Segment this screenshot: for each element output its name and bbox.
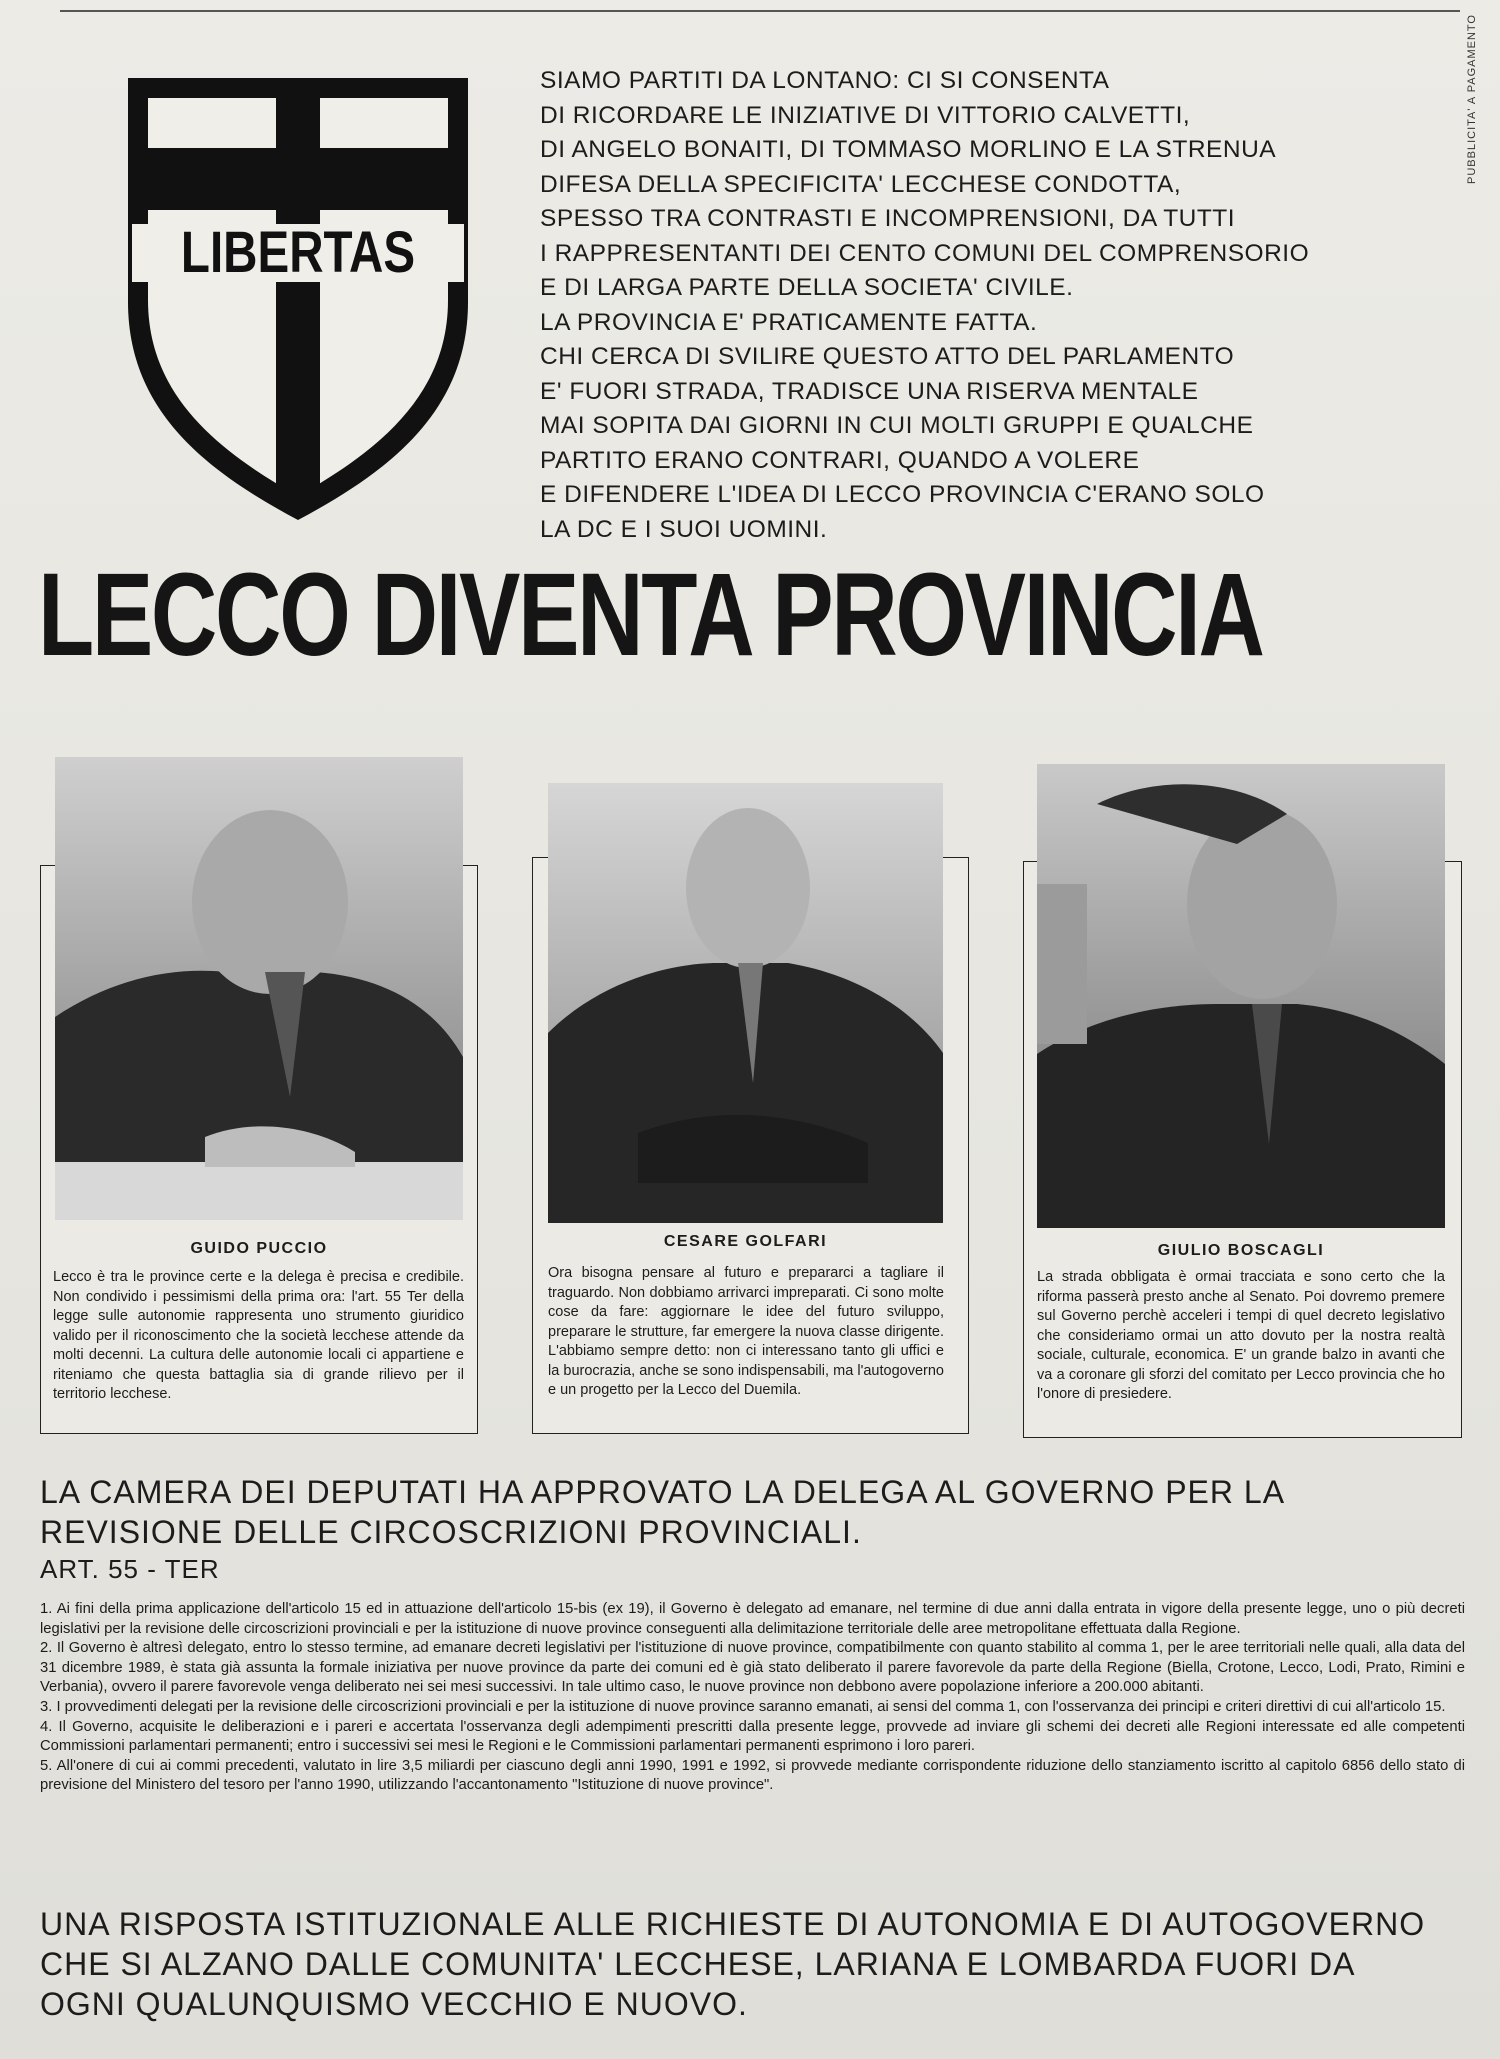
person-quote-boscagli: La strada obbligata è ormai tracciata e sono certo che la riforma passerà presto anche al Senato. Poi dovremo premere sul Governo perchè acceleri i tempi di quel decreto legislativo che consideriamo ormai un atto dovuto per la nostra realtà sociale, culturale, economica. E' un grande balzo in avanti che va a coronare gli sforzi del comitato per Lecco provincia che ho l'onore di presiedere. [1037,1269,1445,1402]
approval-subhead [40,1472,1470,1552]
intro-line: E' FUORI STRADA, TRADISCE UNA RISERVA MENTALE [540,377,1199,405]
intro-line: PARTITO ERANO CONTRARI, QUANDO A VOLERE [540,446,1140,474]
intro-line: LA DC E I SUOI UOMINI. [540,515,828,543]
article-title: ART. 55 - TER [40,1554,220,1584]
intro-line: DI ANGELO BONAITI, DI TOMMASO MORLINO E LA STRENUA [540,136,1277,163]
main-headline: LECCO DIVENTA PROVINCIA [38,549,1263,681]
intro-line: E DI LARGA PARTE DELLA SOCIETA' CIVILE. [540,274,1074,301]
subhead-line: LA CAMERA DEI DEPUTATI HA APPROVATO LA DELEGA AL GOVERNO PER LA [40,1474,1286,1510]
intro-line: SPESSO TRA CONTRASTI E INCOMPRENSIONI, DA TUTTI [540,205,1236,232]
intro-paragraph [540,64,1440,547]
portrait-photo-boscagli [1037,764,1445,1228]
libertas-shield-logo [118,72,478,527]
intro-line: MAI SOPITA DAI GIORNI IN CUI MOLTI GRUPPI E QUALCHE [540,412,1254,439]
intro-line: E DIFENDERE L'IDEA DI LECCO PROVINCIA C'ERANO SOLO [540,481,1265,508]
law-text [40,1600,1465,1796]
law-paragraph: 1. Ai fini della prima applicazione dell'articolo 15 ed in attuazione dell'articolo 15-bis (ex 19), il Governo è delegato ad emanare, nel termine di due anni dalla entrata in vigore della presente legge, uno o più decreti legislativi per la revisione delle circoscrizioni provinciali e per la istituzione di nuove province conseguenti alla delimitazione territoriale delle aree metropolitane effettuata dalla Regione. [40,1601,1465,1637]
person-quote-puccio: Lecco è tra le province certe e la delega è precisa e credibile. Non condivido i pessimismi della prima ora: l'art. 55 Ter della legge sulle autonomie rappresenta uno strumento giuridico valido per il riconoscimento che la società lecchese attende da molti decenni. La cultura delle autonomie locali ci appartiene e riteniamo che questa battaglia sia di grande rilievo per il territorio lecchese. [53,1269,464,1402]
libertas-logo-text: LIBERTAS [180,220,416,286]
intro-line: LA PROVINCIA E' PRATICAMENTE FATTA. [540,308,1038,336]
paid-ad-note: PUBBLICITA' A PAGAMENTO [1466,14,1478,184]
intro-line: DIFESA DELLA SPECIFICITA' LECCHESE CONDOTTA, [540,170,1182,198]
person-name-boscagli: GIULIO BOSCAGLI [1157,1242,1325,1259]
closing-line: UNA RISPOSTA ISTITUZIONALE ALLE RICHIESTE DI AUTONOMIA E DI AUTOGOVERNO [40,1906,1426,1942]
person-name-golfari: CESARE GOLFARI [663,1233,828,1250]
law-paragraph: 5. All'onere di cui ai commi precedenti, valutato in lire 3,5 miliardi per ciascuno degli anni 1990, 1991 e 1992, si provvede mediante corrispondente riduzione dello stanziamento iscritto al capitolo 6856 dello stato di previsione del Ministero del tesoro per l'anno 1990, utilizzando l'accantonamento "Istituzione di nuove province". [40,1757,1465,1794]
closing-line: CHE SI ALZANO DALLE COMUNITA' LECCHESE, LARIANA E LOMBARDA FUORI DA [40,1946,1356,1982]
top-rule [60,10,1460,12]
intro-line: SIAMO PARTITI DA LONTANO: CI SI CONSENTA [540,67,1110,94]
intro-line: DI RICORDARE LE INIZIATIVE DI VITTORIO CALVETTI, [540,101,1191,129]
person-name-puccio: GUIDO PUCCIO [190,1240,328,1257]
person-quote-golfari: Ora bisogna pensare al futuro e prepararci a tagliare il traguardo. Non dobbiamo arrivarci impreparati. Ci sono molte cose da fare: aggiornare le idee del futuro sviluppo, preparare le strutture, far emergere la nuova classe dirigente. L'abbiamo sempre detto: non ci interessano tanto gli uffici e la burocrazia, anche se sono indispensabili, ma l'autogoverno e un progetto per la Lecco del Duemila. [548,1265,944,1398]
portrait-photo-golfari [548,783,943,1223]
law-paragraph: 3. I provvedimenti delegati per la revisione delle circoscrizioni provinciali e per la istituzione di nuove province saranno emanati, ai sensi del comma 1, con l'osservanza dei principi e criteri direttivi di cui all'articolo 15. [40,1698,1446,1715]
portrait-photo-puccio [55,757,463,1220]
law-paragraph: 4. Il Governo, acquisite le deliberazioni e i pareri e accertata l'osservanza degli adempimenti prescritti dalla presente legge, provvede ad inviare gli schemi dei decreti alle Regioni interessate ed alle competenti Commissioni parlamentari permanenti; entro i successivi sei mesi le Regioni e le Commissioni parlamentari permanenti esprimono i loro pareri. [40,1718,1465,1755]
intro-line: I RAPPRESENTANTI DEI CENTO COMUNI DEL COMPRENSORIO [540,239,1310,267]
closing-line: OGNI QUALUNQUISMO VECCHIO E NUOVO. [40,1986,748,2022]
closing-statement [40,1904,1470,2024]
law-paragraph: 2. Il Governo è altresì delegato, entro lo stesso termine, ad emanare decreti legislativi per l'istituzione di nuove province, compatibilmente con quanto stabilito al comma 1, per le aree territoriali nelle quali, alla data del 31 dicembre 1989, è stata già assunta la formale iniziativa per nuove province da parte dei comuni ed è già stato deliberato il parere favorevole da parte della Regione (Biella, Crotone, Lecco, Lodi, Prato, Rimini e Verbania), ovvero il parere favorevole venga deliberato nei sei mesi successivi. In tale ultimo caso, le nuove province non debbono avere popolazione inferiore a 200.000 abitanti. [40,1640,1465,1696]
intro-line: CHI CERCA DI SVILIRE QUESTO ATTO DEL PARLAMENTO [540,343,1235,370]
subhead-line: REVISIONE DELLE CIRCOSCRIZIONI PROVINCIALI. [40,1514,862,1550]
